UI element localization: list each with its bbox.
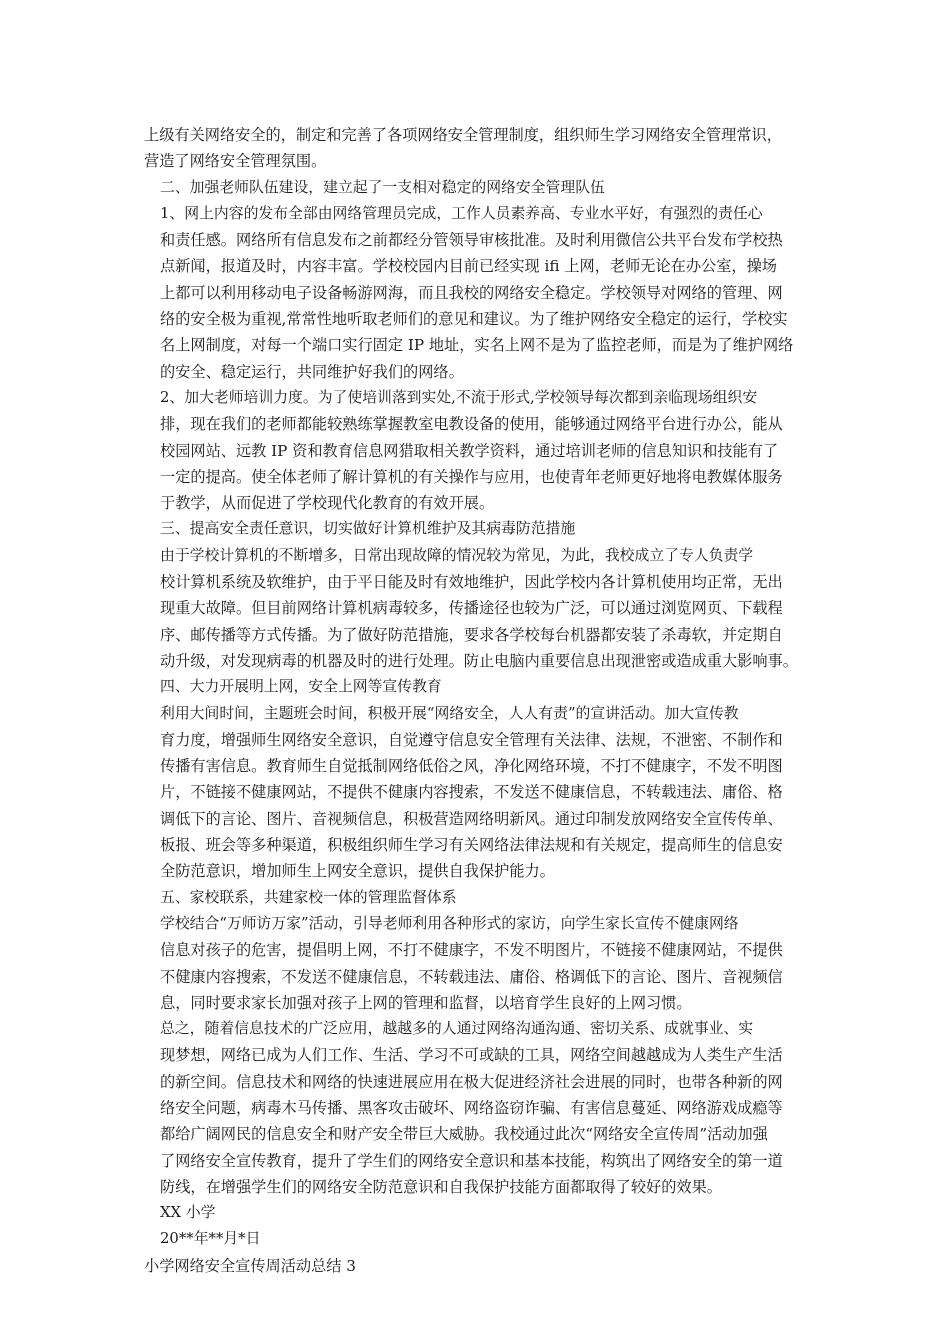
text-line: 不健康内容搜索，不发送不健康信息，不转载违法、庸俗、格调低下的言论、图片、音视频信 <box>160 967 783 986</box>
title-line: 小学网络安全宣传周活动总结 3 <box>144 1256 356 1275</box>
text-line: 络的安全极为重视,常常性地听取老师们的意见和建议。为了维护网络安全稳定的运行，学校实 <box>160 310 788 329</box>
date-line: 20**年**月*日 <box>160 1230 261 1248</box>
text-line: 1、网上内容的发布全部由网络管理员完成，工作人员素养高、专业水平好，有强烈的责任心 <box>160 204 763 222</box>
paragraph-item-2 <box>144 385 812 516</box>
text-line: 总之，随着信息技术的广泛应用，越越多的人通过网络沟通沟通、密切关系、成就事业、实 <box>160 1020 754 1038</box>
paragraph-maintenance <box>144 543 812 674</box>
paragraph-item-1 <box>144 201 812 385</box>
paragraph-education <box>144 701 812 885</box>
text-line: 排，现在我们的老师都能较熟练掌握教室电教设备的使用，能够通过网络平台进行办公，能从 <box>160 415 783 434</box>
text-line: 全防范意识，增加师生上网安全意识，提供自我保护能力。 <box>160 862 555 881</box>
text-line: 校计算机系统及软维护，由于平日能及时有效地维护，因此学校内各计算机使用均正常，无出 <box>160 573 783 592</box>
text-line: 调低下的言论、图片、音视频信息，积极营造网络明新风。通过印制发放网络安全宣传传单、 <box>160 809 783 828</box>
heading-line: 三、提高安全责任意识，切实做好计算机维护及其病毒防范措施 <box>160 520 576 538</box>
text-line: 于教学，从而促进了学校现代化教育的有效开展。 <box>160 494 495 513</box>
text-line: 和责任感。网络所有信息发布之前都经分管领导审核批准。及时利用微信公共平台发布学校热 <box>160 231 783 250</box>
text-line: 现重大故障。但目前网络计算机病毒较多，传播途径也较为广泛，可以通过浏览网页、下载程 <box>160 599 783 618</box>
text-line: 的新空间。信息技术和网络的快速进展应用在极大促进经济社会进展的同时，也带各种新的网 <box>160 1072 783 1091</box>
signature-line: XX 小学 <box>160 1204 216 1222</box>
text-line: 学校结合“万师访万家”活动，引导老师利用各种形式的家访，向学生家长宣传不健康网络 <box>160 914 739 932</box>
section-heading-2 <box>144 175 812 201</box>
paragraph-summary <box>144 1016 812 1200</box>
section-heading-3 <box>144 516 812 542</box>
text-line: 息，同时要求家长加强对孩子上网的管理和监督，以培育学生良好的上网习惯。 <box>160 993 692 1012</box>
text-line: 动升级，对发现病毒的机器及时的进行处理。防止电脑内重要信息出现泄密或造成重大影响事。 <box>160 651 798 670</box>
text-line: 的安全、稳定运行，共同维护好我们的网络。 <box>160 362 464 381</box>
document-page <box>144 122 812 1279</box>
text-line: 传播有害信息。教育师生自觉抵制网络低俗之风，净化网络环境，不打不健康字，不发不明图 <box>160 757 783 776</box>
section-heading-4 <box>144 674 812 700</box>
text-line: 点新闻，报道及时，内容丰富。学校校园内目前已经实现 ifi 上网，老师无论在办公室，操场 <box>160 257 777 276</box>
heading-line: 二、加强老师队伍建设，建立起了一支相对稳定的网络安全管理队伍 <box>160 178 605 196</box>
text-line: 片，不链接不健康网站，不提供不健康内容搜索，不发送不健康信息，不转载违法、庸俗、格 <box>160 783 783 802</box>
text-line: 2、加大老师培训力度。为了使培训落到实处,不流于形式,学校领导每次都到亲临现场组织安 <box>160 388 758 406</box>
text-line: 育力度，增强师生网络安全意识，自觉遵守信息安全管理有关法律、法规，不泄密、不制作和 <box>160 730 783 749</box>
text-line: 上都可以利用移动电子设备畅游网海，而且我校的网络安全稳定。学校领导对网络的管理、网 <box>160 283 783 302</box>
text-line: 了网络安全宣传教育，提升了学生们的网络安全意识和基本技能，构筑出了网络安全的第一道 <box>160 1151 783 1170</box>
text-line: 上级有关网络安全的，制定和完善了各项网络安全管理制度，组织师生学习网络安全管理常识， <box>144 126 782 144</box>
paragraph-intro <box>144 122 812 175</box>
section-heading-5 <box>144 885 812 911</box>
text-line: 防线，在增强学生们的网络安全防范意识和自我保护技能方面都取得了较好的效果。 <box>160 1177 722 1196</box>
text-line: 营造了网络安全管理氛围。 <box>144 152 327 171</box>
text-line: 信息对孩子的危害，提倡明上网，不打不健康字，不发不明图片，不链接不健康网站，不提供 <box>160 941 783 960</box>
heading-line: 四、大力开展明上网，安全上网等宣传教育 <box>160 678 442 696</box>
text-line: 络安全问题，病毒木马传播、黑客攻击破坏、网络盗窃诈骗、有害信息蔓延、网络游戏成瘾等 <box>160 1098 783 1117</box>
text-line: 由于学校计算机的不断增多，日常出现故障的情况较为常见，为此，我校成立了专人负责学 <box>160 546 754 564</box>
paragraph-home-school <box>144 911 812 1016</box>
text-line: 名上网制度，对每一个端口实行固定 IP 地址，实名上网不是为了监控老师，而是为了维护网络 <box>160 336 794 355</box>
text-line: 一定的提高。使全体老师了解计算机的有关操作与应用，也使青年老师更好地将电教媒体服务 <box>160 467 783 486</box>
signature-school <box>144 1200 812 1226</box>
text-line: 现梦想，网络已成为人们工作、生活、学习不可或缺的工具，网络空间越越成为人类生产生活 <box>160 1046 783 1065</box>
next-section-title <box>144 1253 812 1279</box>
text-line: 板报、班会等多种渠道，积极组织师生学习有关网络法律法规和有关规定，提高师生的信息安 <box>160 836 783 855</box>
text-line: 都给广阔网民的信息安全和财产安全带巨大威胁。我校通过此次“网络安全宣传周”活动加强 <box>160 1125 768 1144</box>
text-line: 校园网站、远教 IP 资和教育信息网猎取相关教学资料，通过培训老师的信息知识和技能有了 <box>160 441 779 460</box>
text-line: 序、邮传播等方式传播。为了做好防范措施，要求各学校每台机器都安装了杀毒软，并定期自 <box>160 625 783 644</box>
heading-line: 五、家校联系，共建家校一体的管理监督体系 <box>160 888 457 906</box>
signature-date <box>144 1226 812 1252</box>
text-line: 利用大间时间，主题班会时间，积极开展“网络安全，人人有责”的宣讲活动。加大宣传教 <box>160 704 739 722</box>
